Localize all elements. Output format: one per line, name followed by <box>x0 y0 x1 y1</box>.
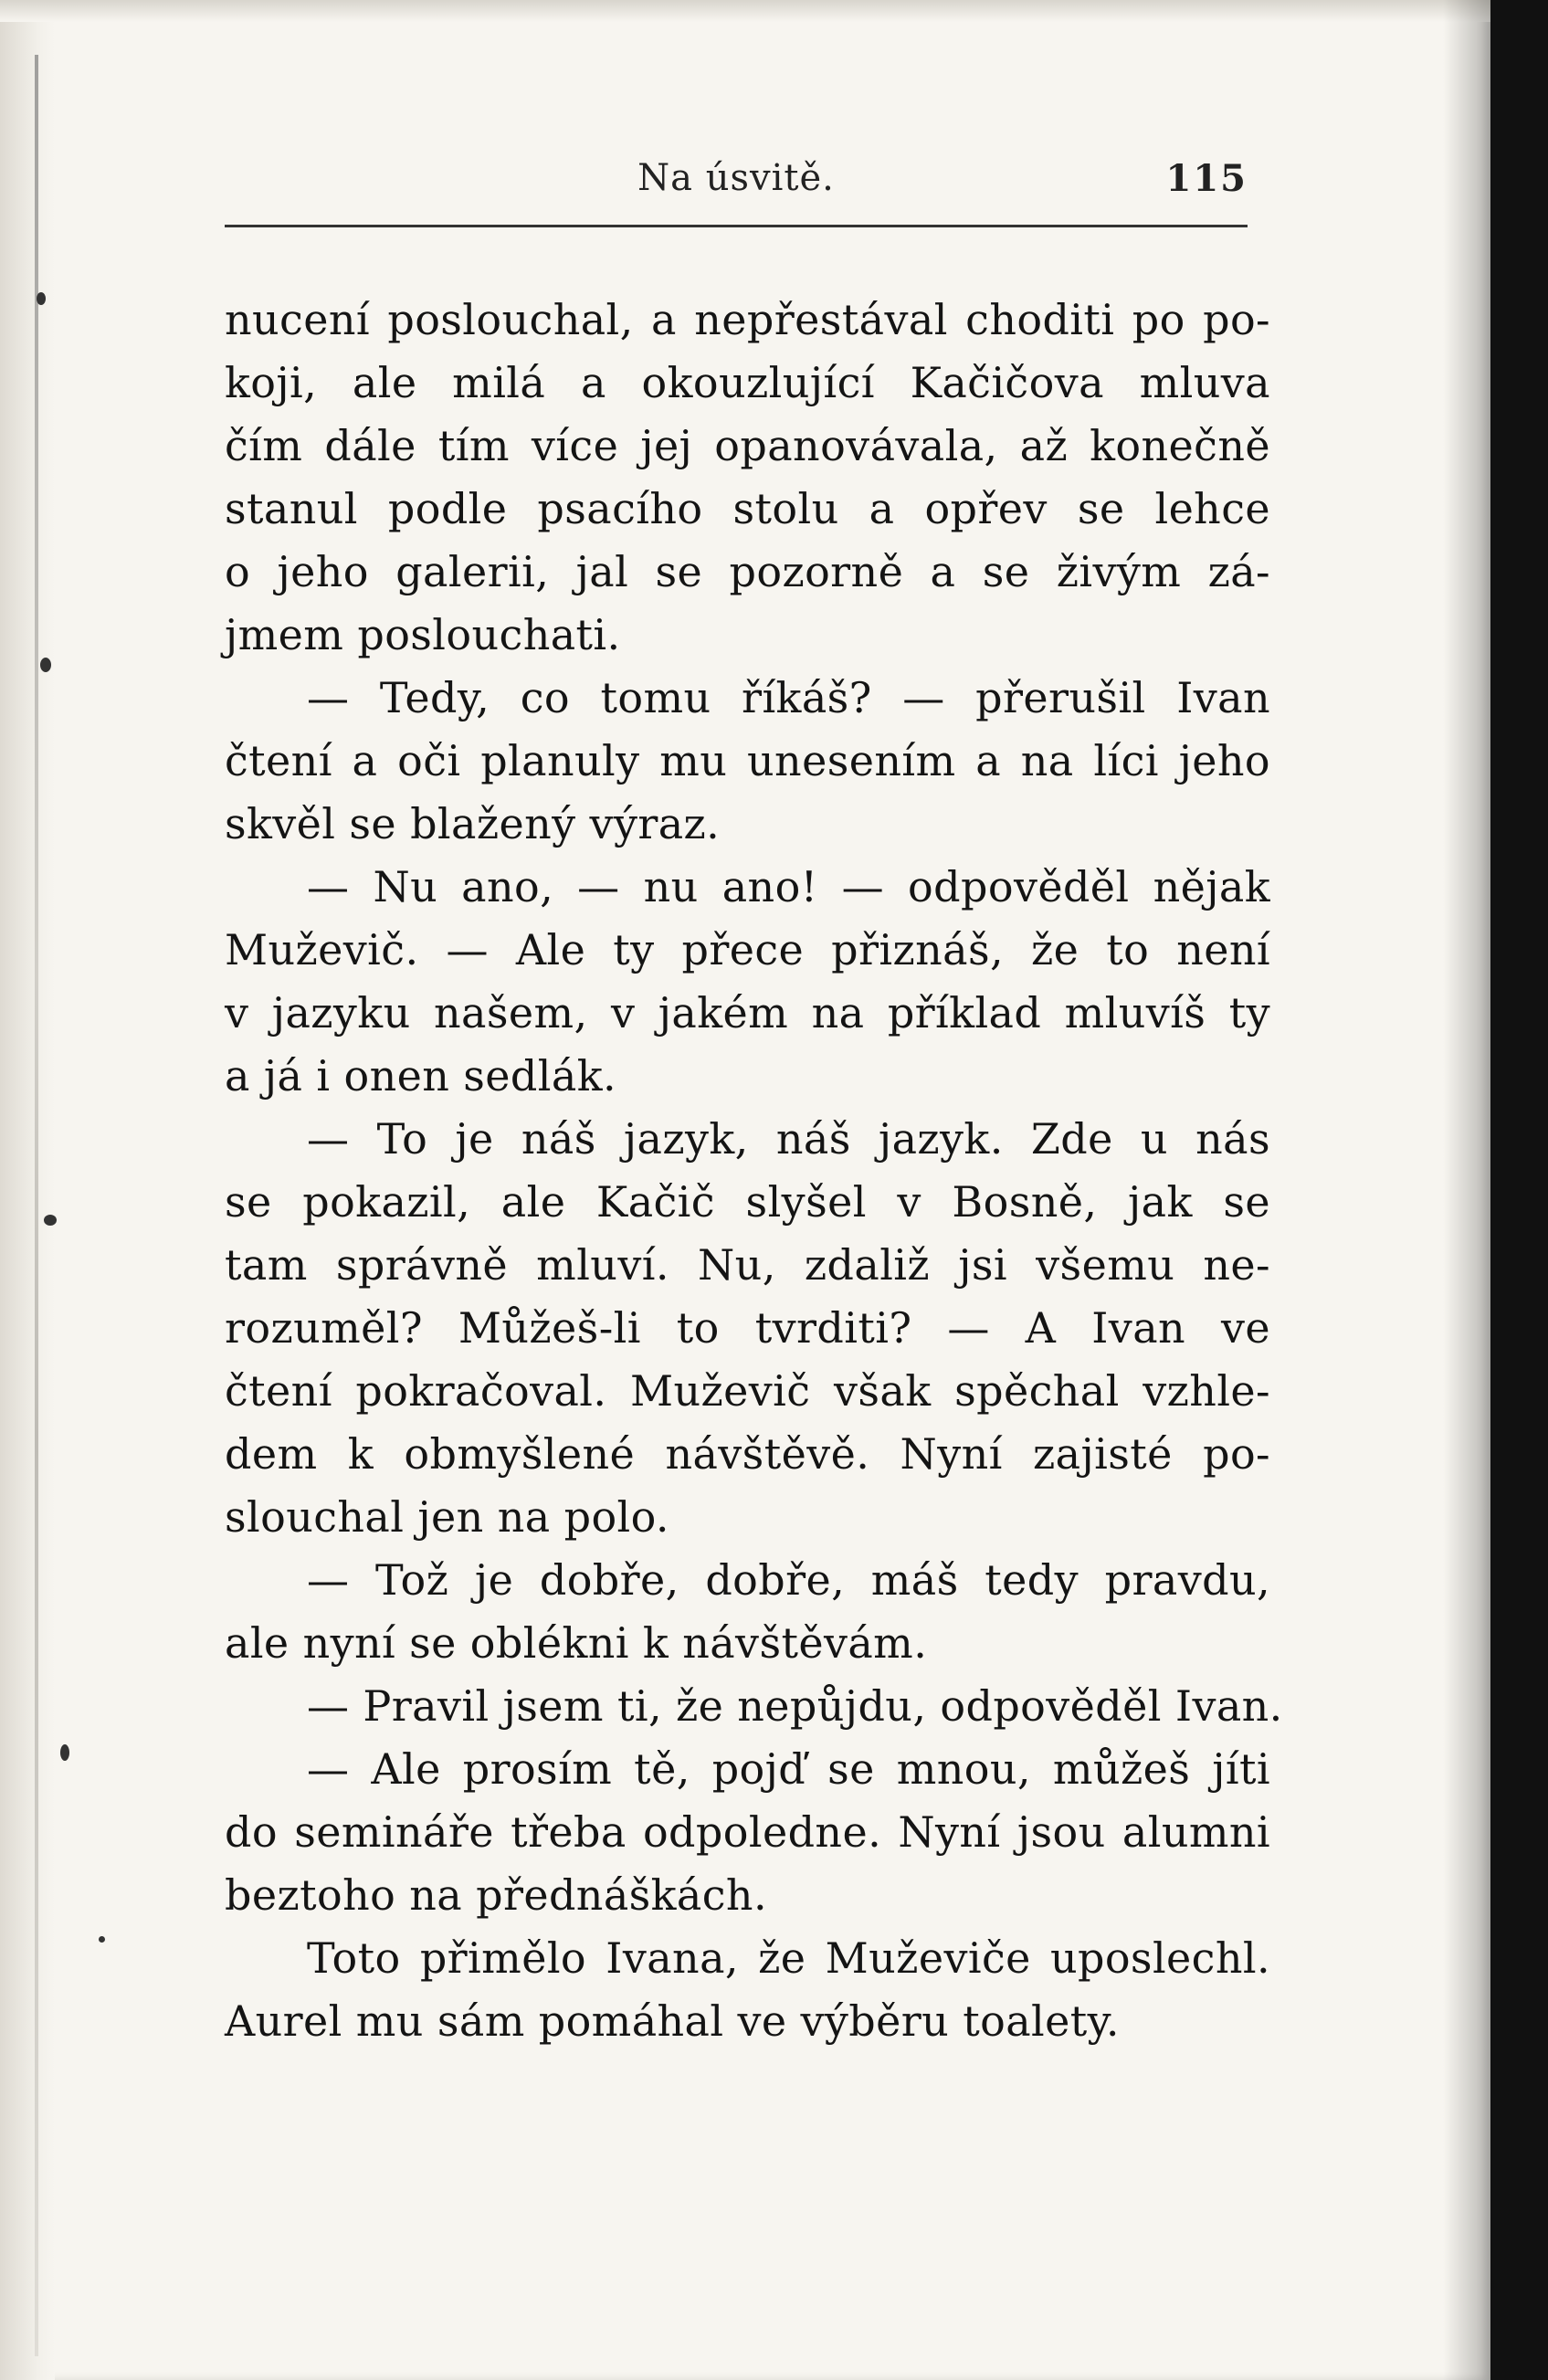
text-line: Aurel mu sám pomáhal ve výběru toalety. <box>225 1996 1120 2046</box>
text-line: o jeho galerii, jal se pozorně a se živým zá- <box>225 547 1270 596</box>
ink-speck <box>37 292 46 305</box>
text-line: — Tož je dobře, dobře, máš tedy pravdu, <box>307 1555 1270 1605</box>
text-line: Muževič. — Ale ty přece přiznáš, že to není <box>225 925 1270 974</box>
text-line: — Pravil jsem ti, že nepůjdu, odpověděl Ivan. <box>307 1681 1283 1731</box>
binding-edge <box>0 0 55 2380</box>
text-line: beztoho na přednáškách. <box>225 1870 767 1920</box>
text-line: Toto přimělo Ivana, že Muževiče uposlechl. <box>307 1933 1270 1983</box>
text-line: jmem poslouchati. <box>225 610 621 659</box>
running-head: Na úsvitě. <box>637 157 835 199</box>
text-line: rozuměl? Můžeš-li to tvrditi? — A Ivan ve <box>225 1303 1270 1353</box>
page-edge-shadow <box>1443 0 1490 2380</box>
ink-speck <box>60 1744 69 1761</box>
text-line: dem k obmyšlené návštěvě. Nyní zajisté po- <box>225 1429 1270 1479</box>
text-line: — To je náš jazyk, náš jazyk. Zde u nás <box>307 1114 1270 1164</box>
page-number: 115 <box>1165 157 1248 200</box>
header-rule <box>225 225 1248 227</box>
text-line: čtení a oči planuly mu unesením a na líci jeho <box>225 736 1270 785</box>
page-header <box>225 153 1248 208</box>
gutter-shadow <box>35 55 38 2356</box>
text-line: tam správně mluví. Nu, zdaliž jsi všemu ne- <box>225 1240 1270 1290</box>
top-edge <box>0 0 1490 22</box>
text-line: v jazyku našem, v jakém na příklad mluvíš ty <box>225 988 1270 1037</box>
text-line: — Nu ano, — nu ano! — odpověděl nějak <box>307 862 1270 911</box>
body-text <box>225 289 1283 2053</box>
text-line: do semináře třeba odpoledne. Nyní jsou alumni <box>225 1807 1270 1857</box>
text-line: slouchal jen na polo. <box>225 1492 669 1542</box>
text-line: se pokazil, ale Kačič slyšel v Bosně, jak se <box>225 1177 1270 1227</box>
ink-speck <box>99 1936 105 1943</box>
text-line: ale nyní se oblékni k návštěvám. <box>225 1618 928 1668</box>
text-line: a já i onen sedlák. <box>225 1051 616 1100</box>
text-line: čím dále tím více jej opanovávala, až konečně <box>225 421 1270 470</box>
text-line: čtení pokračoval. Muževič však spěchal vzhle- <box>225 1366 1270 1416</box>
text-line: skvěl se blažený výraz. <box>225 799 721 848</box>
ink-speck <box>40 658 51 672</box>
text-line: — Tedy, co tomu říkáš? — přerušil Ivan <box>307 673 1270 722</box>
text-line: nucení poslouchal, a nepřestával choditi po po- <box>225 295 1270 344</box>
text-line: stanul podle psacího stolu a opřev se lehce <box>225 484 1270 533</box>
text-line: — Ale prosím tě, pojď se mnou, můžeš jíti <box>307 1744 1270 1794</box>
text-line: koji, ale milá a okouzlující Kačičova mluva <box>225 358 1270 407</box>
ink-speck <box>44 1215 57 1226</box>
